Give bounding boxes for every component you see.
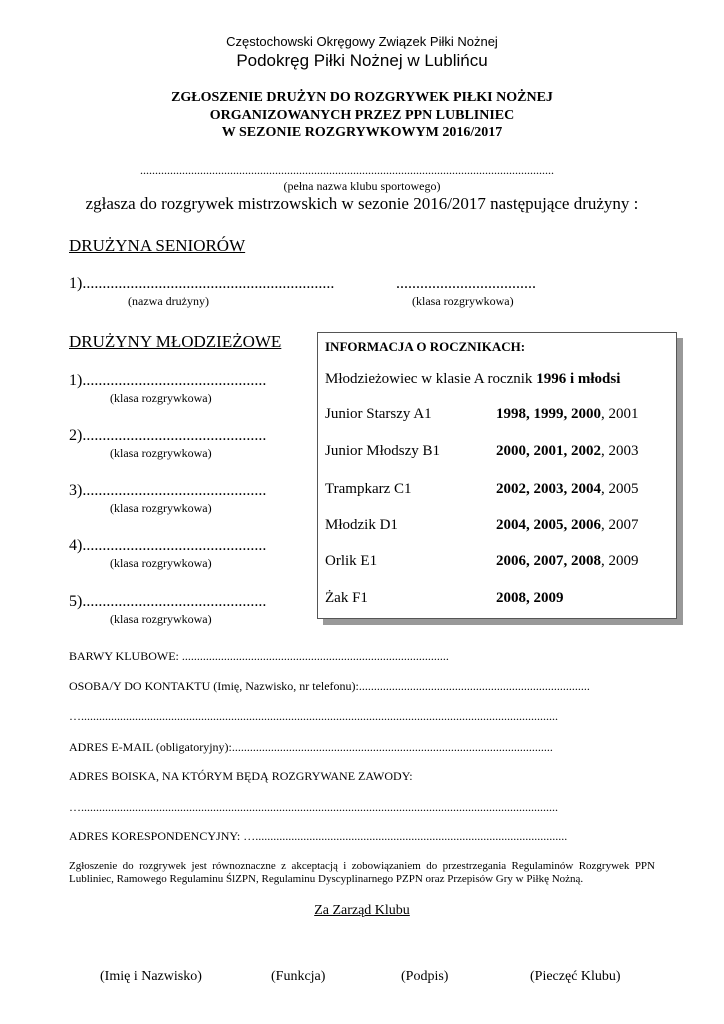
info-category-e1: Orlik E1 [325, 553, 378, 569]
youth-entry-2-caption: (klasa rozgrywkowa) [110, 446, 212, 460]
youth-entry-2-field[interactable]: 2).............................................. [69, 427, 267, 444]
entry-statement: zgłasza do rozgrywek mistrzowskich w sezonie 2016/2017 następujące drużyny : [85, 194, 639, 213]
mailing-address-field[interactable]: ADRES KORESPONDENCYJNY: …........................................................................................................ [69, 829, 568, 843]
contact-person-continued-field[interactable]: …............................................................................................................................................................... [69, 709, 558, 723]
youth-entry-3-field[interactable]: 3).............................................. [69, 482, 267, 499]
youth-entry-1-field[interactable]: 1).............................................. [69, 372, 267, 389]
senior-team-name-field[interactable]: 1)............................................................... [69, 275, 335, 292]
youth-entry-3-caption: (klasa rozgrywkowa) [110, 501, 212, 515]
info-category-d1: Młodzik D1 [325, 517, 398, 533]
senior-name-caption: (nazwa drużyny) [128, 294, 209, 308]
form-title-line1: ZGŁOSZENIE DRUŻYN DO ROZGRYWEK PIŁKI NOŻNEJ [171, 90, 553, 105]
club-board-label: Za Zarząd Klubu [314, 903, 410, 918]
club-name-field[interactable]: .......................................................................................................................................... [140, 163, 554, 177]
info-years-e1: 2006, 2007, 2008, 2009 [496, 553, 639, 569]
club-colors-field[interactable]: BARWY KLUBOWE: ......................................................................................... [69, 649, 449, 663]
info-category-c1: Trampkarz C1 [325, 481, 412, 497]
form-title-line3: W SEZONIE ROZGRYWKOWYM 2016/2017 [221, 125, 503, 140]
form-title-line2: ORGANIZOWANYCH PRZEZ PPN LUBLINIEC [209, 108, 515, 123]
info-years-d1: 2004, 2005, 2006, 2007 [496, 517, 639, 533]
club-name-caption: (pełna nazwa klubu sportowego) [283, 179, 441, 193]
senior-class-caption: (klasa rozgrywkowa) [412, 294, 514, 308]
signature-stamp-caption: (Pieczęć Klubu) [530, 969, 621, 984]
info-youth-player-line: Młodzieżowiec w klasie A rocznik 1996 i młodsi [325, 371, 621, 387]
terms-disclaimer: Zgłoszenie do rozgrywek jest równoznaczne z akceptacją i zobowiązaniem do przestrzegania Regulaminów Rozgrywek PPN Lubliniec, Ramowego Regulaminu ŚlZPN, Regulaminu Dyscyplinarnego PZPN oraz Przepisów Gry w Piłkę Nożną. [69, 860, 655, 885]
youth-entry-4-field[interactable]: 4).............................................. [69, 537, 267, 554]
senior-team-class-field[interactable]: ................................... [396, 275, 536, 292]
seniors-heading: DRUŻYNA SENIORÓW [69, 236, 246, 255]
info-box-heading: INFORMACJA O ROCZNIKACH: [325, 339, 526, 354]
info-category-b1: Junior Młodszy B1 [325, 443, 441, 459]
youth-entry-5-field[interactable]: 5).............................................. [69, 593, 267, 610]
youth-entry-4-caption: (klasa rozgrywkowa) [110, 556, 212, 570]
info-years-c1: 2002, 2003, 2004, 2005 [496, 481, 639, 497]
email-field[interactable]: ADRES E-MAIL (obligatoryjny):........................................................................................................... [69, 740, 553, 754]
youth-entry-5-caption: (klasa rozgrywkowa) [110, 612, 212, 626]
info-years-a1: 1998, 1999, 2000, 2001 [496, 406, 639, 422]
info-category-a1: Junior Starszy A1 [325, 406, 432, 422]
pitch-address-field[interactable]: …............................................................................................................................................................... [69, 800, 558, 814]
youth-heading: DRUŻYNY MŁODZIEŻOWE [69, 332, 282, 351]
association-name: Częstochowski Okręgowy Związek Piłki Nożnej [226, 34, 498, 49]
birth-years-info-box [317, 332, 677, 619]
youth-entry-1-caption: (klasa rozgrywkowa) [110, 391, 212, 405]
subregion-name: Podokręg Piłki Nożnej w Lublińcu [236, 51, 488, 70]
signature-name-caption: (Imię i Nazwisko) [100, 969, 202, 984]
info-years-f1: 2008, 2009 [496, 590, 564, 606]
signature-function-caption: (Funkcja) [271, 969, 326, 984]
info-category-f1: Żak F1 [325, 590, 368, 606]
contact-person-field[interactable]: OSOBA/Y DO KONTAKTU (Imię, Nazwisko, nr telefonu):............................................................................. [69, 679, 590, 693]
signature-sign-caption: (Podpis) [401, 969, 449, 984]
pitch-address-label: ADRES BOISKA, NA KTÓRYM BĘDĄ ROZGRYWANE ZAWODY: [69, 769, 413, 783]
info-years-b1: 2000, 2001, 2002, 2003 [496, 443, 639, 459]
